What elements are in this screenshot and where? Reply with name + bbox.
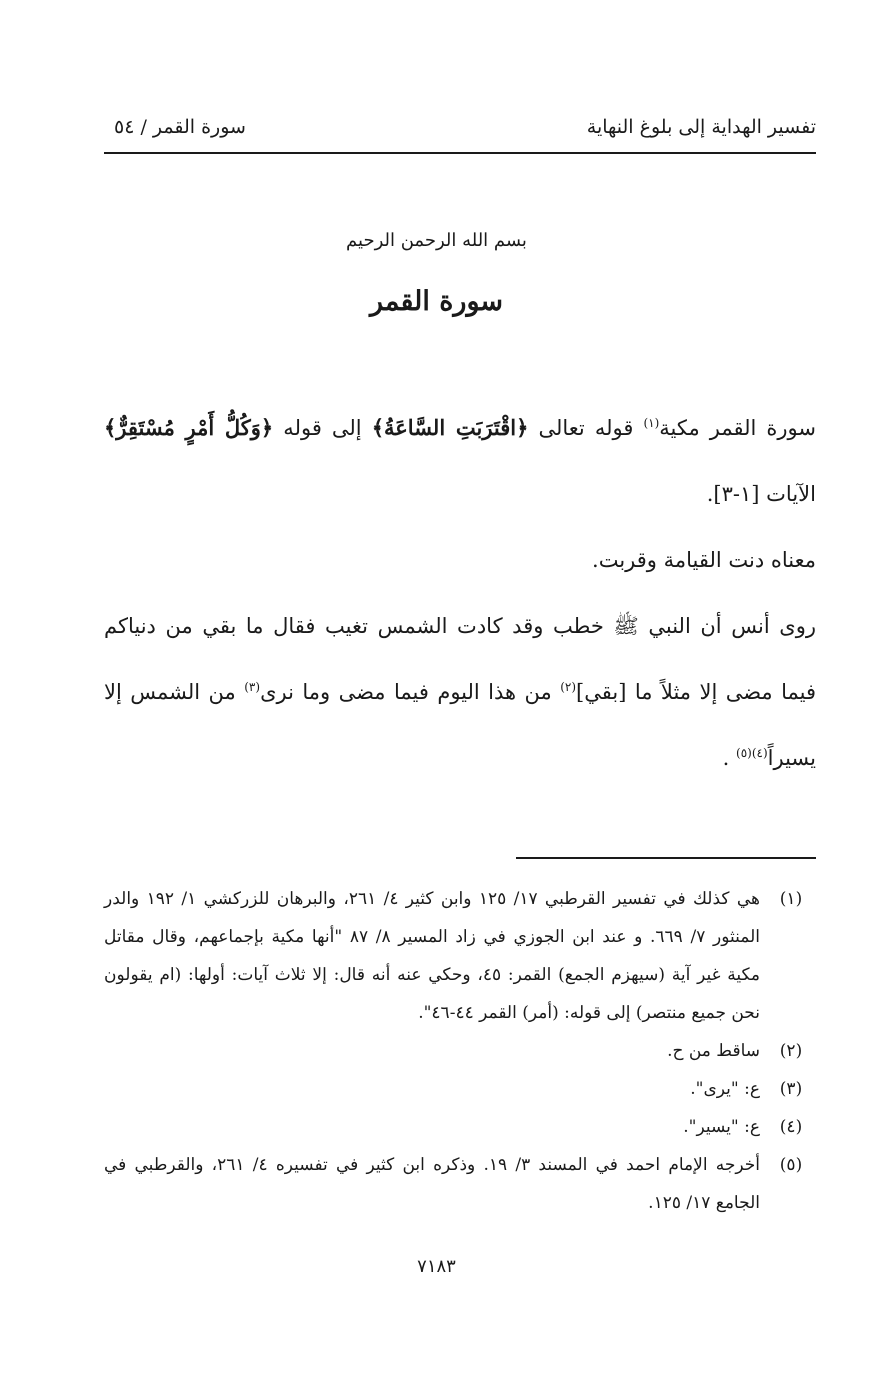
text-run: روى أنس أن النبي ﷺ خطب وقد كادت الشمس تغيب فقال ما بقي من دنياكم فيما مضى إلا مثلاً ما [بقي] [104,614,817,704]
footnote-text: هي كذلك في تفسير القرطبي ١٧/ ١٢٥ وابن كثير ٤/ ٢٦١، والبرهان للزركشي ١/ ١٩٢ والدر المنثور ٧/ ٦٦٩. و عند ابن الجوزي في زاد المسير ٨/ ٨٧ "أنها مكية بإجماعهم، وقال مقاتل مكية غير آية (سيهزم الجمع) القمر: ٤٥، وحكي عنه أنه قال: إلا ثلاث آيات: أولها: (ام يقولون نحن جميع منتصر) إلى قوله: (أمر) القمر ٤٤-٤٦". [104,889,760,1023]
text-run: الآيات [١-٣]. [706,482,816,506]
paragraph-2: معناه دنت القيامة وقربت. [592,548,816,572]
footnote-number: (٢) [779,1041,803,1061]
main-text [104,395,816,791]
footnote-text: أخرجه الإمام احمد في المسند ٣/ ١٩. وذكره ابن كثير في تفسيره ٤/ ٢٦١، والقرطبي في الجامع ١٧/ ١٢٥. [104,1155,760,1213]
footnote-ref-1: (١) [643,416,660,430]
basmala-text: بسم الله الرحمن الرحيم [346,230,527,251]
text-run: من هذا اليوم فيما مضى وما نرى [260,680,561,704]
footnote-rule [516,857,816,859]
footnote-text: ع: "يسير". [683,1117,760,1137]
text-run: قوله تعالى [528,416,644,440]
footnote [104,1108,816,1146]
text-run: من الشمس إلا يسيراً [104,680,816,770]
footnote-number: (١) [779,889,803,909]
footnote-ref-3: (٣) [244,680,261,694]
quran-verse-2: ﴿وَكُلُّ أَمْرٍ مُسْتَقِرٌّ﴾ [104,415,274,440]
text-run: إلى قوله [273,416,372,440]
footnote [104,1070,816,1108]
chapter-reference: سورة القمر / ٥٤ [114,116,246,138]
footnote [104,1032,816,1070]
page-number: ٧١٨٣ [417,1256,456,1277]
paragraph-3 [104,593,816,791]
footnote-text: ساقط من ح. [667,1041,760,1061]
header-rule [104,152,816,154]
basmala [0,230,873,251]
footnote-text: ع: "يرى". [690,1079,760,1099]
text-run: . [722,746,736,770]
footnote-ref-4-5: (٤)(٥) [736,746,768,760]
surah-title: سورة القمر [369,286,504,317]
footnote-ref-2: (٢) [560,680,577,694]
footnotes [104,880,816,1222]
quran-verse-1: ﴿اقْتَرَبَتِ السَّاعَةُ﴾ [371,415,529,440]
footnote [104,880,816,1032]
footnote [104,1146,816,1222]
running-header [104,112,816,148]
footnote-number: (٤) [779,1117,803,1137]
paragraph-1 [104,395,816,527]
text-run: سورة القمر مكية [659,416,816,440]
book-title: تفسير الهداية إلى بلوغ النهاية [586,116,816,138]
footnote-number: (٣) [779,1079,803,1099]
footnote-number: (٥) [779,1155,803,1175]
